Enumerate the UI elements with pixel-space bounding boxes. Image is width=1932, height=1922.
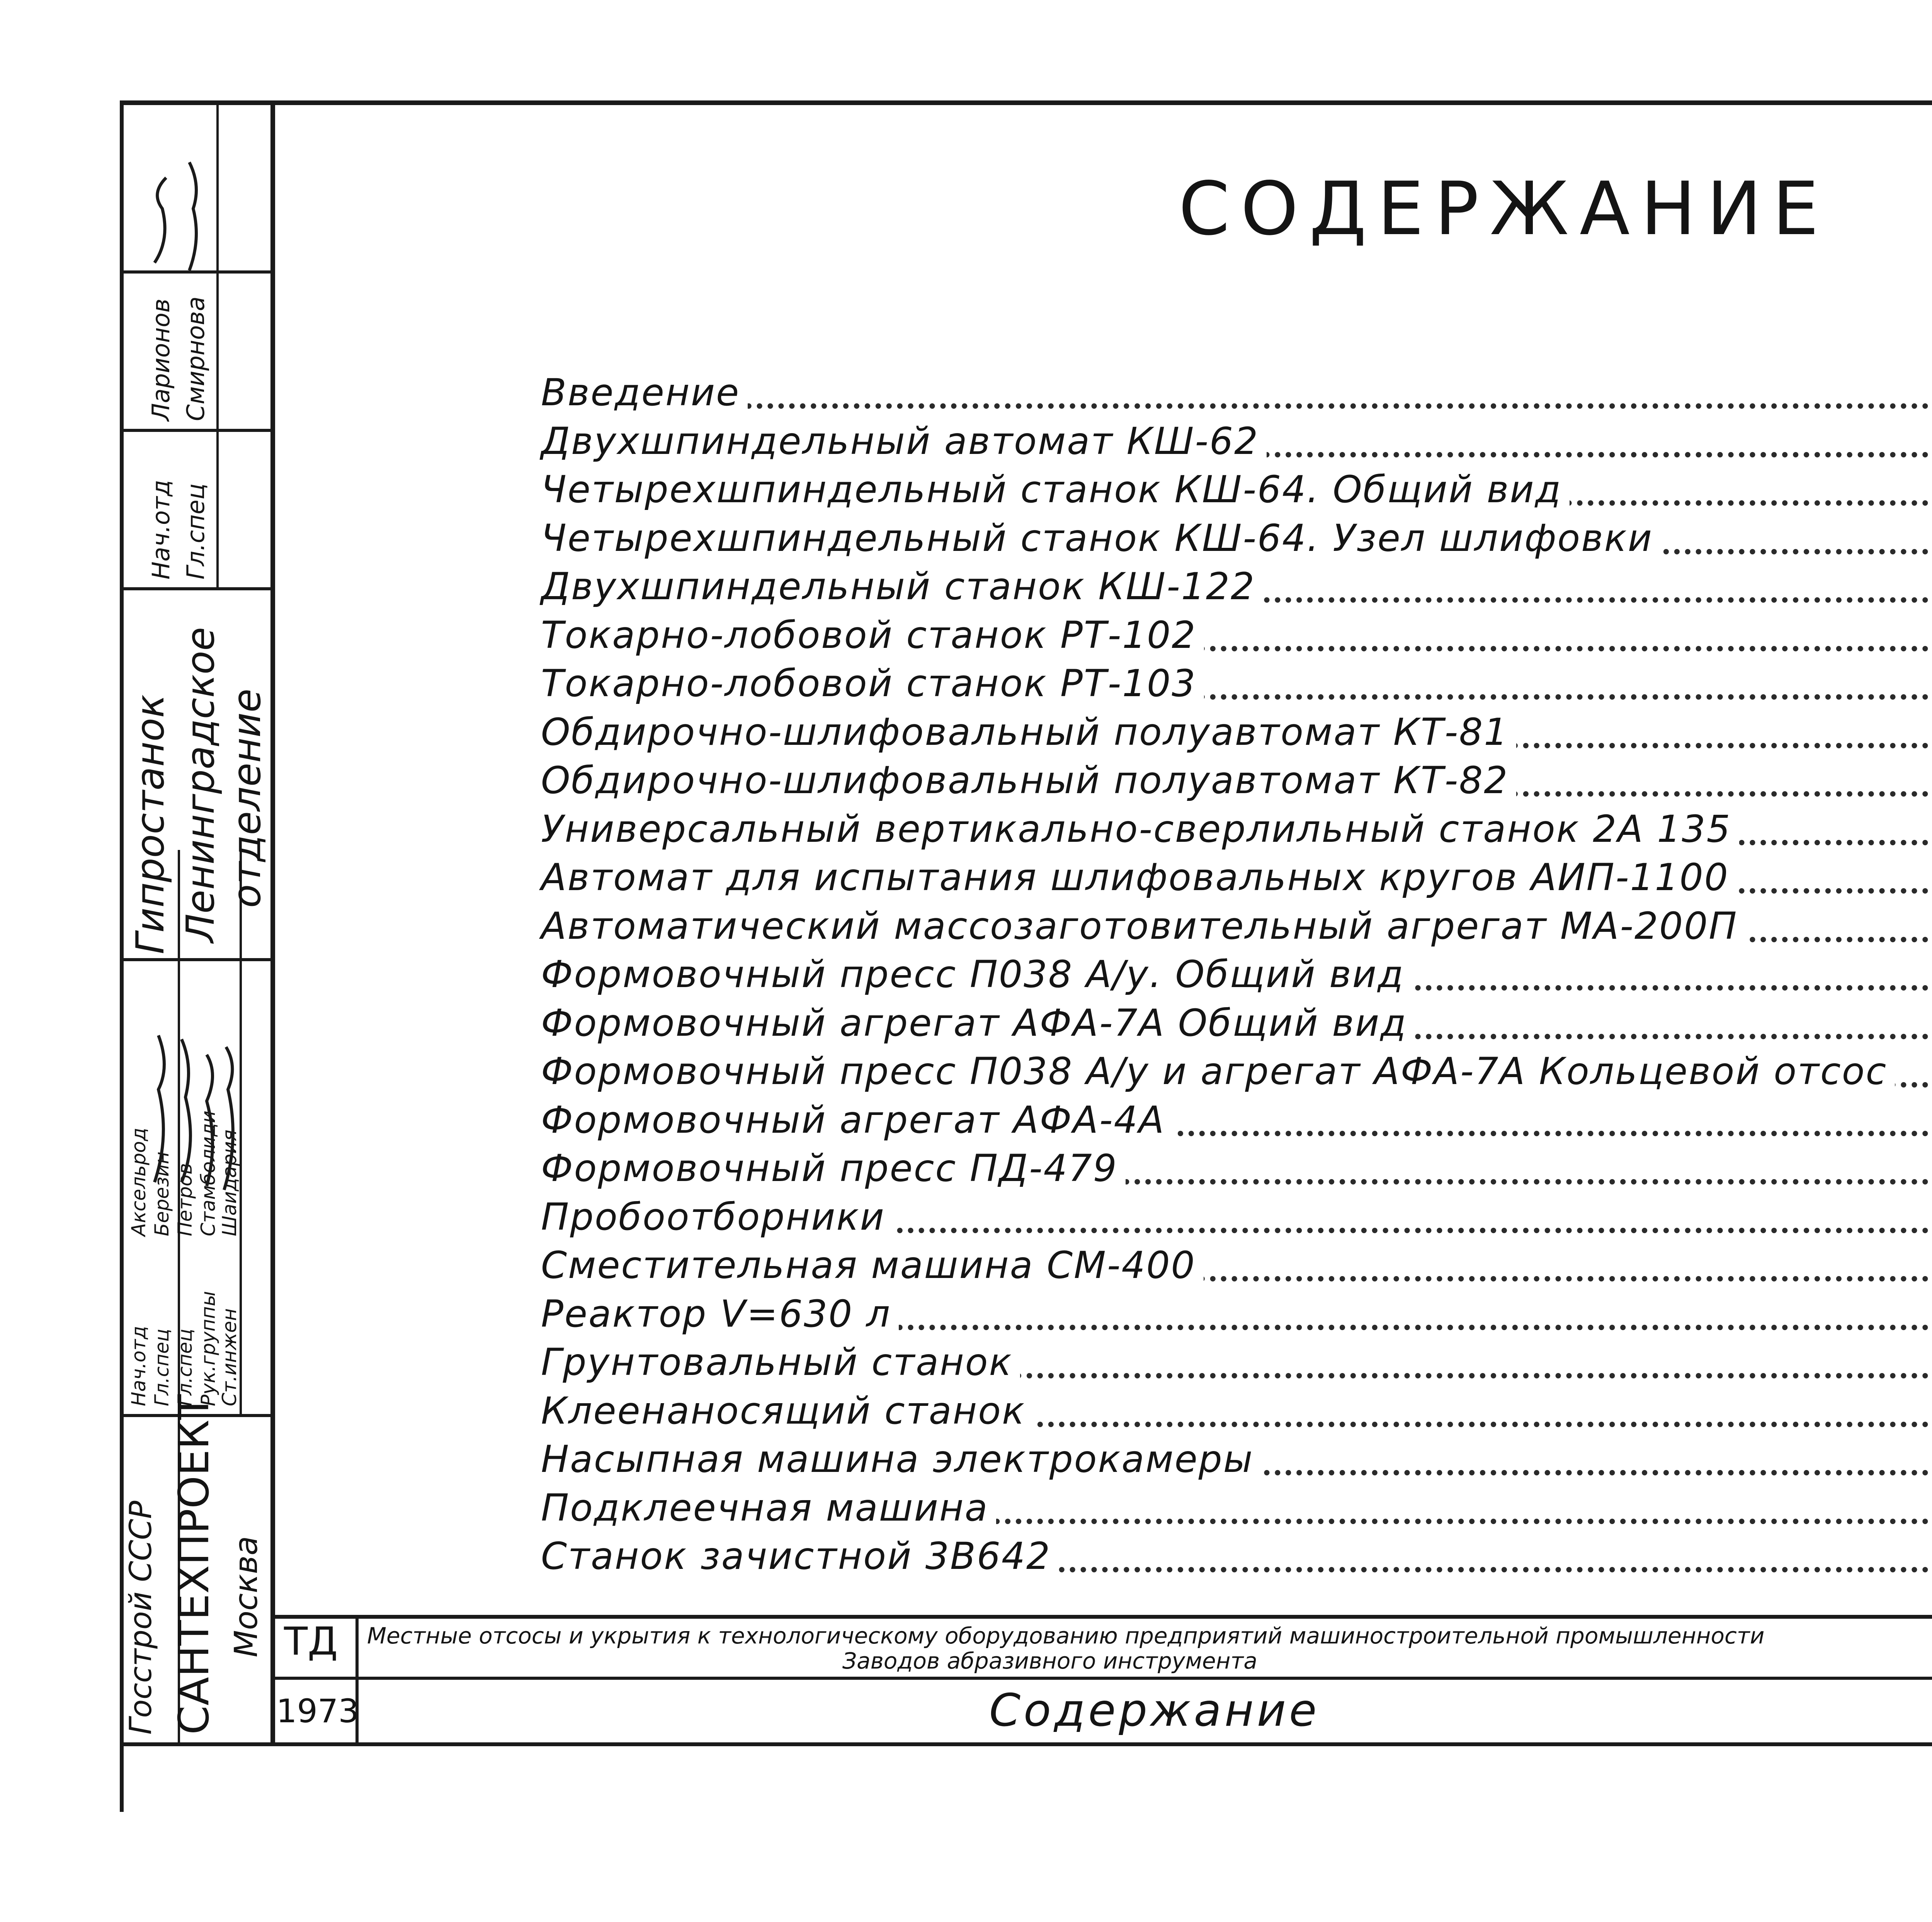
title-block-top-line	[270, 1615, 1932, 1619]
list-item	[541, 517, 1932, 562]
frame-top-line	[120, 100, 1932, 105]
stamp-name-top-1: Ларионов	[147, 298, 175, 421]
stamp-org-mid: Ленинградское	[178, 627, 223, 943]
list-item	[541, 710, 1932, 756]
list-item	[541, 1292, 1932, 1338]
toc-item-title: Формовочный пресс П038 А/у и агрегат АФА-7А Кольцевой отсос	[541, 1050, 1895, 1093]
stamp-name-4: Стамболиди	[197, 1110, 219, 1236]
list-item	[541, 1147, 1932, 1192]
toc-item-title: Формовочный пресс ПД-479	[541, 1147, 1126, 1190]
stamp-name-5: Шаидария	[218, 1129, 241, 1236]
list-item	[541, 1486, 1932, 1532]
stamp-role-2: Гл.спец	[151, 1329, 173, 1406]
stamp-name-1: Аксельрод	[128, 1128, 150, 1236]
toc-item-title: Формовочный пресс П038 А/у. Общий вид	[541, 953, 1412, 996]
signatures	[124, 108, 270, 1267]
toc-item-title: Автомат для испытания шлифовальных кругов АИП-1100	[541, 856, 1737, 899]
toc-item-title: Автоматический массозаготовительный агрегат МА-200П	[541, 904, 1745, 948]
toc-item-title: Подклеечная машина	[541, 1486, 996, 1529]
list-item	[541, 1001, 1932, 1047]
list-item	[541, 759, 1932, 804]
toc-item-title: Четырехшпиндельный станок КШ-64. Общий вид	[541, 468, 1570, 511]
title-block-code: ТД	[284, 1619, 338, 1664]
stamp-role-4: Рук.группы	[197, 1291, 219, 1406]
toc-item-title: Станок зачистной 3В642	[541, 1535, 1059, 1578]
title-block-sheet-title: Содержание	[989, 1684, 1320, 1737]
toc-item-title: Обдирочно-шлифовальный полуавтомат КТ-82	[541, 759, 1516, 802]
list-item	[541, 807, 1932, 853]
toc-item-title: Пробоотборники	[541, 1195, 893, 1239]
list-item	[541, 904, 1932, 950]
stamp-role-top-1: Нач.отд	[147, 480, 175, 579]
list-item	[541, 1244, 1932, 1289]
stamp-org-top: Гипростанок	[128, 694, 173, 954]
toc-item-title: Клеенаносящий станок	[541, 1389, 1033, 1433]
title-block-year: 1973	[276, 1692, 359, 1730]
list-item	[541, 1389, 1932, 1435]
leader-dots	[541, 403, 1932, 409]
toc-item-title: Формовочный агрегат АФА-7А Общий вид	[541, 1001, 1415, 1045]
toc-item-title: Обдирочно-шлифовальный полуавтомат КТ-81	[541, 710, 1516, 754]
stamp-ministry: Госстрой СССР	[124, 1501, 158, 1735]
list-item	[541, 1341, 1932, 1386]
frame-outer-left-line	[120, 100, 124, 1812]
title-block-mid-line	[270, 1677, 1932, 1680]
list-item	[541, 1050, 1932, 1095]
frame-bottom-line	[120, 1742, 1932, 1746]
title-block-description-2: Заводов абразивного инструмента	[842, 1648, 1257, 1674]
list-item	[541, 1535, 1932, 1580]
list-item	[541, 856, 1932, 901]
list-item	[541, 565, 1932, 610]
list-item	[541, 1098, 1932, 1144]
toc-item-title: Двухшпиндельный автомат КШ-62	[541, 420, 1267, 463]
list-item	[541, 613, 1932, 659]
list-item	[541, 1195, 1932, 1241]
stamp-role-5: Ст.инжен	[218, 1308, 241, 1406]
stamp-name-top-2: Смирнова	[182, 296, 210, 421]
list-item	[541, 420, 1932, 465]
toc-item-title: Введение	[541, 371, 748, 414]
toc-item-title: Реактор V=630 л	[541, 1292, 899, 1336]
stamp-city: Москва	[228, 1536, 265, 1657]
list-item	[541, 371, 1932, 416]
list-item	[541, 468, 1932, 513]
toc-item-title: Насыпная машина электрокамеры	[541, 1438, 1262, 1481]
title-block-description-1: Местные отсосы и укрытия к технологическому оборудованию предприятий машиностроительной промышленности	[367, 1623, 1765, 1649]
stamp-role-1: Нач.отд	[128, 1326, 150, 1406]
page-title: СОДЕРЖАНИЕ	[1179, 166, 1830, 252]
stamp-name-3: Петров	[174, 1163, 196, 1236]
toc-item-title: Токарно-лобовой станок РТ-102	[541, 613, 1204, 657]
toc-item-title: Сместительная машина СМ-400	[541, 1244, 1204, 1287]
list-item	[541, 953, 1932, 998]
list-item	[541, 662, 1932, 707]
stamp-name-2: Березин	[151, 1151, 173, 1236]
toc-item-title: Грунтовальный станок	[541, 1341, 1020, 1384]
toc-item-title: Токарно-лобовой станок РТ-103	[541, 662, 1204, 705]
toc-item-title: Формовочный агрегат АФА-4А	[541, 1098, 1173, 1142]
frame-inner-left-line	[270, 100, 275, 1742]
toc-item-title: Универсальный вертикально-сверлильный станок 2А 135	[541, 807, 1739, 851]
stamp-institute: САНТЕХПРОЕКТ	[170, 1394, 218, 1735]
toc-item-title: Двухшпиндельный станок КШ-122	[541, 565, 1263, 608]
toc-item-title: Четырехшпиндельный станок КШ-64. Узел шлифовки	[541, 517, 1661, 560]
stamp-org-bottom: отделение	[224, 688, 269, 908]
stamp-role-top-2: Гл.спец	[182, 483, 210, 579]
stamp-role-3: Гл.спец	[174, 1329, 196, 1406]
list-item	[541, 1438, 1932, 1483]
